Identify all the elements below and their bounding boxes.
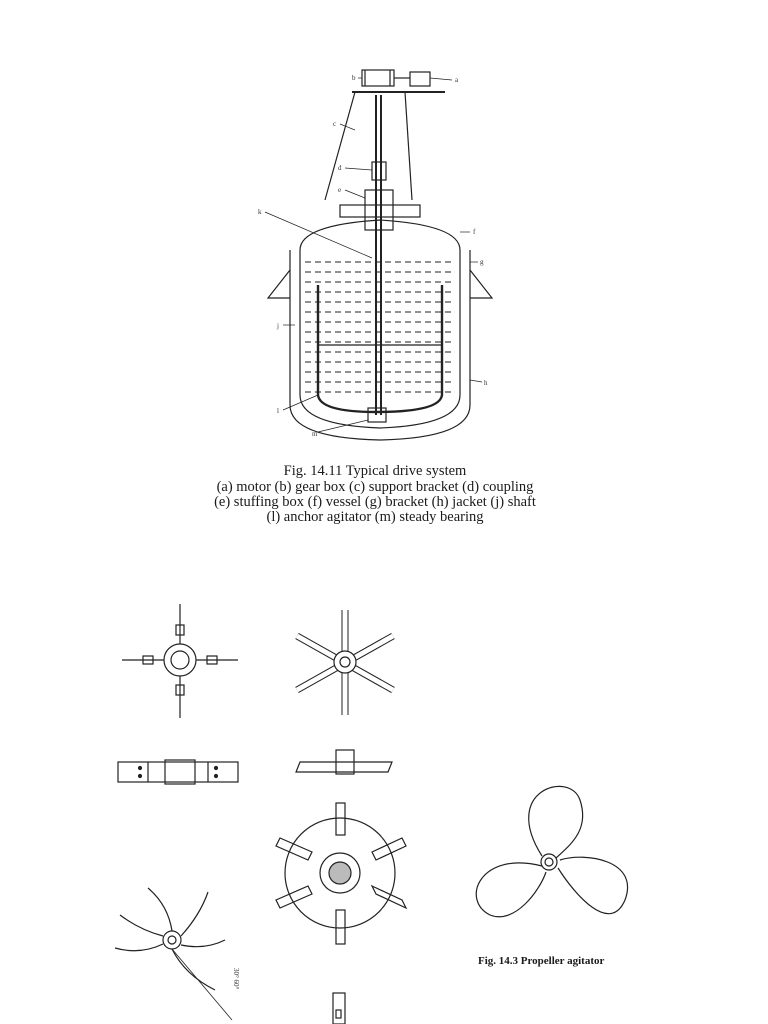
- part-label-e: e: [338, 186, 342, 194]
- angle-label: 30° 60°: [232, 968, 240, 990]
- coupling-shape: [372, 162, 386, 180]
- curved-blade-agitator: [115, 888, 232, 1020]
- figure-14-11-title: Fig. 14.11 Typical drive system: [283, 463, 467, 479]
- drive-system-diagram: [258, 70, 492, 440]
- part-label-f: f: [473, 228, 476, 236]
- part-label-j: j: [277, 322, 279, 330]
- part-labels: [258, 74, 488, 438]
- motor-shape: [362, 70, 394, 86]
- four-blade-agitator-top-view: [122, 604, 238, 718]
- propeller-agitator-drawing: [476, 786, 627, 916]
- part-label-c: c: [333, 120, 337, 128]
- part-label-d: d: [338, 164, 342, 172]
- figure-14-11-legend-line-3: (l) anchor agitator (m) steady bearing: [266, 509, 484, 525]
- part-label-a: a: [455, 76, 459, 84]
- shaft-stub: [333, 993, 345, 1024]
- stuffing-box-shape: [365, 190, 393, 230]
- figure-14-3-caption: Fig. 14.3 Propeller agitator: [478, 955, 605, 967]
- six-blade-turbine-top-view: [297, 610, 393, 715]
- part-label-l: l: [277, 407, 279, 415]
- part-label-g: g: [480, 258, 484, 266]
- figure-14-11-legend-line-2: (e) stuffing box (f) vessel (g) bracket (h) jacket (j) shaft: [214, 494, 536, 510]
- figure-14-11-legend-line-1: (a) motor (b) gear box (c) support bracket (d) coupling: [216, 479, 534, 495]
- support-bracket-shape: [325, 92, 412, 200]
- six-blade-turbine-side-view: [296, 750, 392, 774]
- part-label-m: m: [312, 430, 318, 438]
- disc-turbine-top-view: [276, 803, 406, 944]
- part-label-k: k: [258, 208, 262, 216]
- gearbox-shape: [410, 72, 430, 86]
- four-blade-agitator-side-view: [118, 760, 238, 784]
- part-label-h: h: [484, 379, 488, 387]
- part-label-b: b: [352, 74, 356, 82]
